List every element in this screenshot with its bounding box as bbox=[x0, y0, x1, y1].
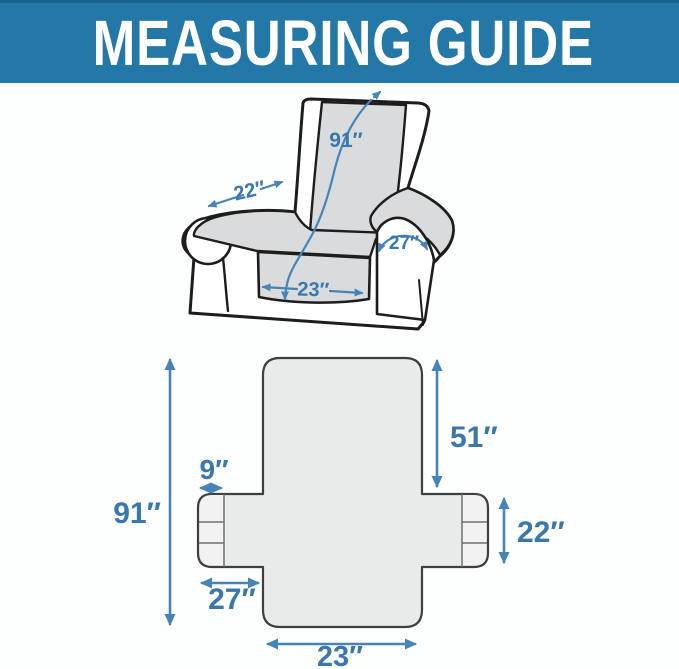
arm-girth-label: 27″ bbox=[388, 233, 420, 254]
left-flap-strip bbox=[200, 495, 225, 566]
seat-depth-label: 27″ bbox=[208, 583, 256, 616]
back-length-label: 91″ bbox=[329, 129, 363, 152]
flap-height-label: 22″ bbox=[517, 516, 565, 549]
page-title: MEASURING GUIDE bbox=[92, 6, 595, 79]
total-length-label: 91″ bbox=[113, 497, 161, 530]
seat-width-label: 23″ bbox=[296, 278, 330, 302]
flap-width-label: 9″ bbox=[199, 454, 229, 485]
right-flap-strip bbox=[462, 495, 487, 566]
back-length-arrow-top bbox=[374, 92, 380, 97]
flat-seat-width-label: 23″ bbox=[316, 641, 364, 669]
back-drop-label: 51″ bbox=[450, 421, 498, 454]
arm-width-label: 22″ bbox=[231, 176, 268, 206]
